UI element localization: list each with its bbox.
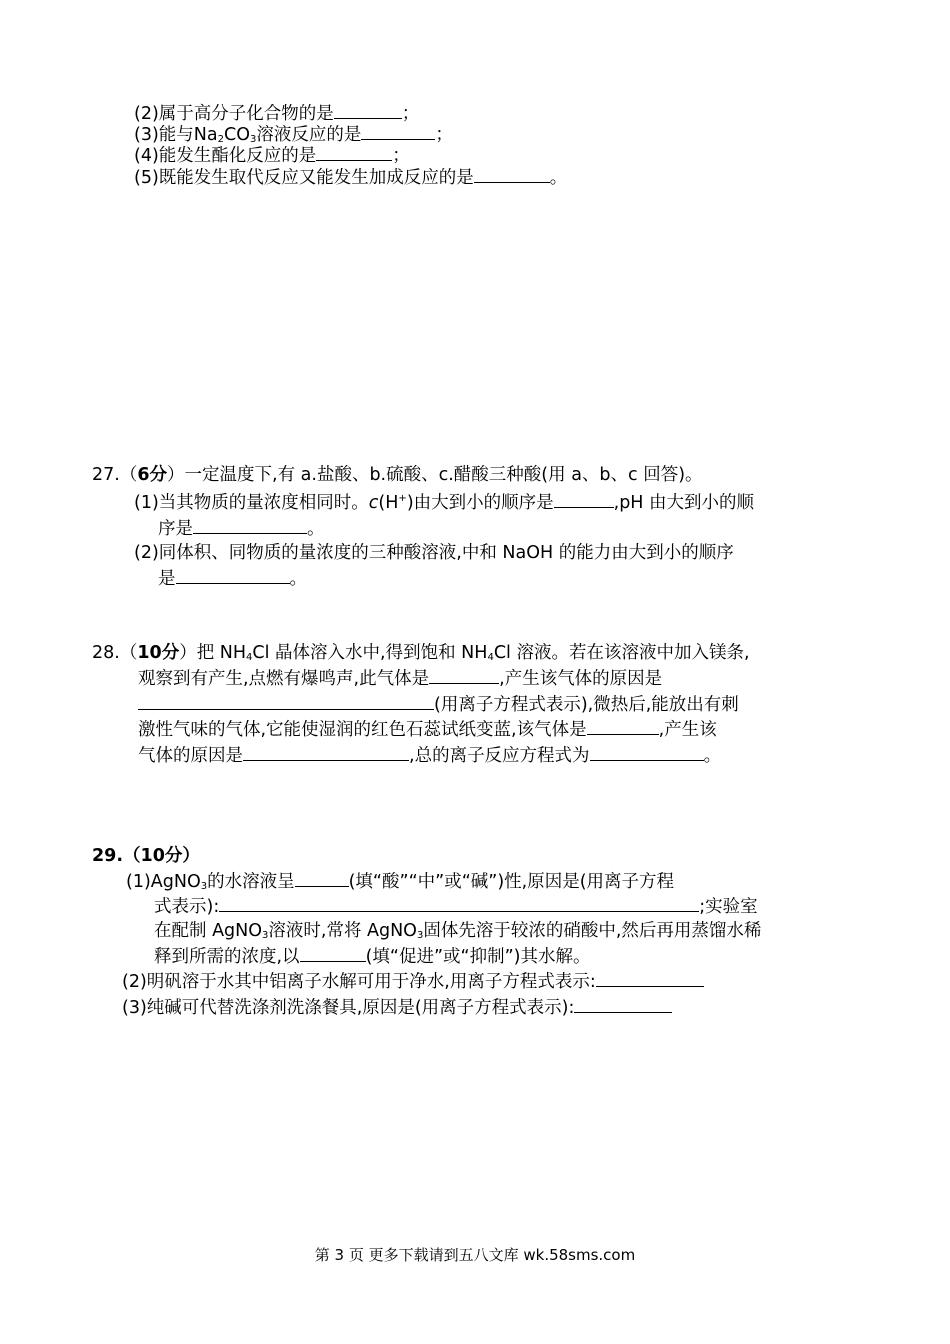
q27-part-1-cont: 序是 。 [158, 516, 325, 541]
answer-blank[interactable] [429, 666, 499, 684]
q27-part-1: (1)当其物质的量浓度相同时。c(H+)由大到小的顺序是 ,pH 由大到小的顺 [134, 490, 754, 515]
answer-blank[interactable] [316, 143, 392, 161]
q27-part-2: (2)同体积、同物质的量浓度的三种酸溶液,中和 NaOH 的能力由大到小的顺序 [134, 543, 734, 563]
q29-part-3: (3)纯碱可代替洗涤剂洗涤餐具,原因是(用离子方程式表示): [122, 995, 672, 1020]
q26-item-5: (5)既能发生取代反应又能发生加成反应的是 。 [134, 165, 567, 190]
q26-item-4: (4)能发生酯化反应的是 ； [134, 143, 410, 168]
q26-item-2: (2)属于高分子化合物的是 ； [134, 101, 419, 126]
answer-blank[interactable] [596, 969, 704, 987]
answer-blank[interactable] [176, 566, 290, 584]
q29-part-1-line-2: 式表示): ;实验室 [154, 894, 758, 919]
q29-part-2: (2)明矾溶于水其中铝离子水解可用于净水,用离子方程式表示: [122, 969, 704, 994]
answer-blank[interactable] [243, 743, 409, 761]
q29-part-1: (1)AgNO$_3$的水溶液呈 (填“酸”“中”或“碱”)性,原因是(用离子方程 [126, 869, 674, 894]
answer-blank[interactable] [300, 944, 366, 962]
answer-blank[interactable] [219, 894, 699, 912]
q29-heading: 29.（10分） [92, 846, 200, 866]
q29-part-1-line-3: 在配制 AgNO$_3$溶液时,常将 AgNO$_3$固体先溶于较浓的硝酸中,然后再用蒸馏水稀 [154, 921, 762, 941]
q28-heading: 28.（10分）把 $NH_4Cl$ 晶体溶入水中,得到饱和 $NH_4Cl$ 溶液。若在该溶液中加入镁条, [92, 643, 750, 663]
answer-blank[interactable] [590, 743, 704, 761]
answer-blank[interactable] [138, 692, 434, 710]
q28-line-3: (用离子方程式表示),微热后,能放出有刺 [138, 692, 739, 717]
answer-blank[interactable] [295, 869, 349, 887]
answer-blank[interactable] [361, 122, 435, 140]
answer-blank[interactable] [474, 165, 550, 183]
answer-blank[interactable] [554, 490, 614, 508]
q28-line-2: 观察到有产生,点燃有爆鸣声,此气体是 ,产生该气体的原因是 [138, 666, 662, 691]
q29-part-1-line-4: 释到所需的浓度,以 (填“促进”或“抑制”)其水解。 [154, 944, 590, 969]
q27-heading: 27.（6分）一定温度下,有 a.盐酸、b.硫酸、c.醋酸三种酸(用 a、b、c 回答)。 [92, 465, 703, 485]
answer-blank[interactable] [193, 516, 307, 534]
q26-item-3: (3)能与$Na_2CO_3$溶液反应的是 ； [134, 122, 453, 147]
answer-blank[interactable] [587, 717, 659, 735]
q28-line-5: 气体的原因是 ,总的离子反应方程式为 。 [138, 743, 721, 768]
answer-blank[interactable] [574, 995, 672, 1013]
page-footer: 第 3 页 更多下载请到五八文库 wk.58sms.com [314, 1246, 636, 1264]
q27-part-2-cont: 是 。 [158, 566, 307, 591]
q28-line-4: 激性气味的气体,它能使湿润的红色石蕊试纸变蓝,该气体是 ,产生该 [138, 717, 717, 742]
answer-blank[interactable] [334, 101, 402, 119]
